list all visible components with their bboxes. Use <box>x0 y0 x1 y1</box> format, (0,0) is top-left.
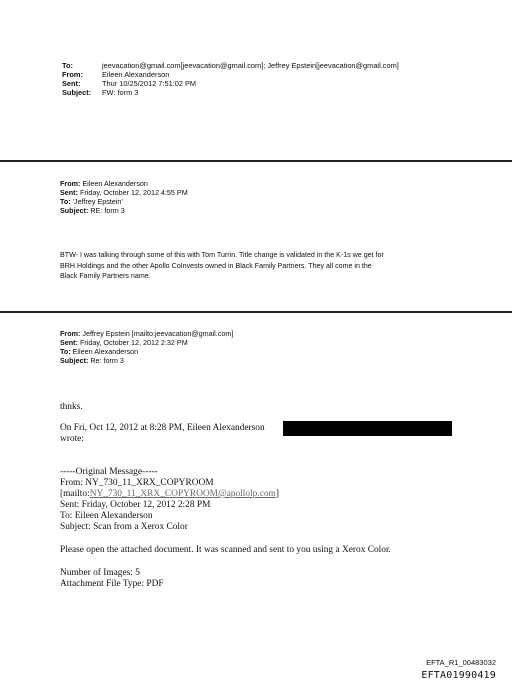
orig-mailto-prefix: [mailto: <box>60 489 90 499</box>
header-subject-value: FW: form 3 <box>102 88 139 97</box>
msg1-sent-label: Sent: <box>60 188 78 197</box>
msg2-subject-value: Re: form 3 <box>90 356 124 365</box>
msg2-to-label: To: <box>60 347 71 356</box>
msg1-body <box>60 250 460 282</box>
header-sent-label: Sent: <box>62 79 81 88</box>
msg2-sent-value: Friday, October 12, 2012 2:32 PM <box>79 338 188 347</box>
orig-header: -----Original Message----- <box>60 467 158 477</box>
msg1-subject-row <box>60 207 125 216</box>
msg1-subject-label: Subject: <box>60 206 89 215</box>
orig-mailto-link[interactable]: NY_730_11_XRX_COPYROOM@apollolp.com <box>89 489 276 499</box>
header-subject-row <box>62 88 138 97</box>
redaction-box <box>283 421 452 436</box>
msg2-subject-label: Subject: <box>60 356 89 365</box>
msg1-sent-value: Friday, October 12, 2012 4:55 PM <box>79 188 188 197</box>
msg1-from-label: From: <box>60 179 81 188</box>
msg1-body-line: Black Family Partners name. <box>60 272 151 280</box>
bates-number-1: EFTA_R1_00483032 <box>426 658 496 667</box>
msg2-from-label: From: <box>60 329 81 338</box>
msg2-subject-row <box>60 357 124 366</box>
msg2-quote-intro: On Fri, Oct 12, 2012 at 8:28 PM, Eileen Alexanderson <box>60 423 265 433</box>
msg2-from-value: Jeffrey Epstein [mailto:jeevacation@gmail.com] <box>82 329 234 338</box>
msg1-to-value: 'Jeffrey Epstein' <box>72 197 123 206</box>
msg2-reply: thnks. <box>60 402 83 412</box>
msg1-body-line: BRH Holdings and the other Apollo CoInvests owned in Black Family Partners. They all come in the <box>60 261 372 270</box>
msg1-body-line: BTW- I was talking through some of this with Tom Turrin. Title change is validated in the K-1s we get for <box>60 251 384 259</box>
header-sent-value: Thur 10/25/2012 7:51:02 PM <box>102 79 197 88</box>
orig-subject: Subject: Scan from a Xerox Color <box>60 522 188 532</box>
bates-number-2: EFTA01990419 <box>421 670 496 681</box>
msg1-subject-value: RE: form 3 <box>90 206 125 215</box>
header-to-label: To: <box>62 61 73 70</box>
msg2-to-value: Eileen Alexanderson <box>72 347 139 356</box>
orig-to: To: Eileen Alexanderson <box>60 511 153 521</box>
divider-1 <box>0 160 512 162</box>
header-from-value: Eileen Alexanderson <box>102 70 170 79</box>
msg2-sent-label: Sent: <box>60 338 78 347</box>
orig-mailto-suffix: ] <box>275 489 279 499</box>
divider-2 <box>0 311 512 313</box>
header-to-value: jeevacation@gmail.com[jeevacation@gmail.com]; Jeffrey Epstein[jeevacation@gmail.com] <box>102 61 399 70</box>
orig-mailto <box>60 489 279 500</box>
orig-filetype: Attachment File Type: PDF <box>60 579 164 589</box>
header-from-label: From: <box>62 70 83 79</box>
orig-images: Number of Images: 5 <box>60 568 140 578</box>
header-to-row <box>62 61 399 70</box>
orig-sent: Sent: Friday, October 12, 2012 2:28 PM <box>60 500 211 510</box>
orig-body: Please open the attached document. It was scanned and sent to you using a Xerox Color. <box>60 545 391 555</box>
header-subject-label: Subject: <box>62 88 92 97</box>
header-sent-row <box>62 79 196 88</box>
msg1-to-label: To: <box>60 197 71 206</box>
msg2-wrote: wrote: <box>60 434 84 444</box>
msg1-from-value: Eileen Alexanderson <box>82 179 148 188</box>
orig-from: From: NY_730_11_XRX_COPYROOM <box>60 478 214 488</box>
header-from-row <box>62 70 169 79</box>
